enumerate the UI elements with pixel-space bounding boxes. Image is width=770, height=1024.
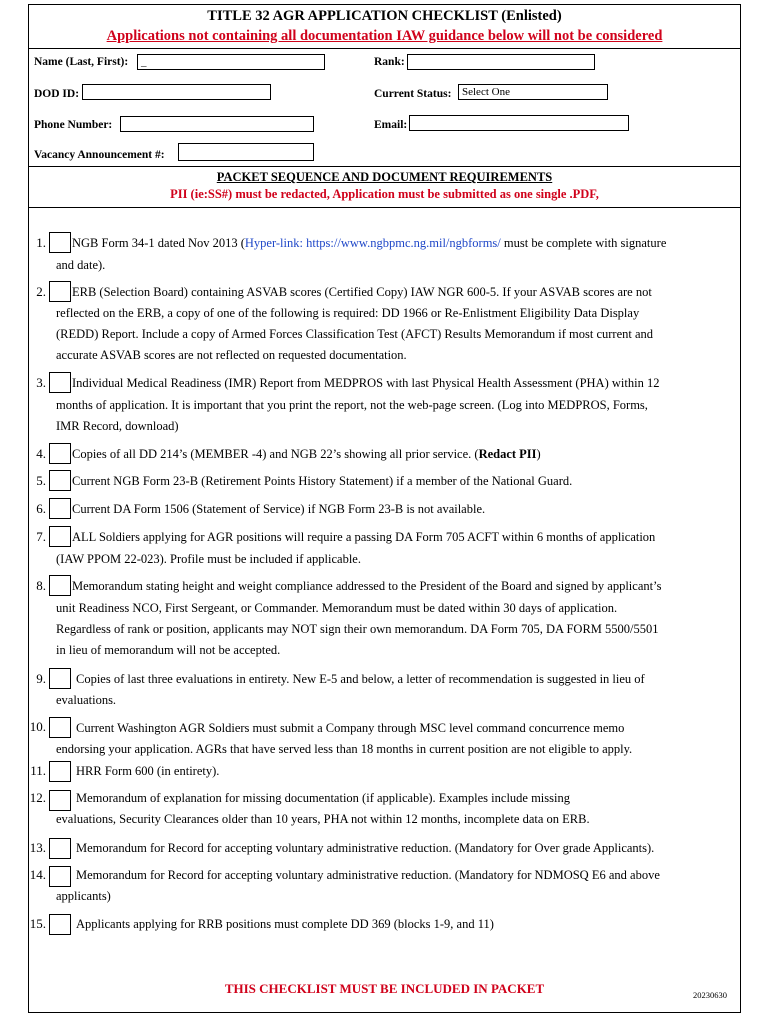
- page-title: TITLE 32 AGR APPLICATION CHECKLIST (Enlisted): [207, 8, 562, 24]
- item-text: Copies of all DD 214’s (MEMBER -4) and NGB 22’s showing all prior service. (Redact PII): [72, 447, 541, 461]
- dod-id-label: DOD ID:: [34, 88, 80, 100]
- item-text: Applicants applying for RRB positions must complete DD 369 (blocks 1-9, and 11): [76, 917, 494, 931]
- checkbox-8[interactable]: [49, 575, 71, 596]
- divider: [28, 207, 741, 208]
- item-text: reflected on the ERB, a copy of one of the following is required: DD 1966 or Re-Enlistment Eligibility Data Display: [56, 306, 640, 320]
- checkbox-4[interactable]: [49, 443, 71, 464]
- item-number: 13.: [29, 840, 46, 855]
- checkbox-10[interactable]: [49, 717, 71, 738]
- status-label: Current Status:: [374, 88, 452, 100]
- item-text: HRR Form 600 (in entirety).: [76, 764, 220, 778]
- item-number: 1.: [36, 235, 46, 250]
- item-number: 2.: [36, 284, 46, 299]
- footer-notice: THIS CHECKLIST MUST BE INCLUDED IN PACKET: [224, 981, 545, 996]
- form-version-code: 20230630: [693, 990, 727, 1000]
- item-text: IMR Record, download): [56, 419, 179, 433]
- vacancy-label: Vacancy Announcement #:: [34, 149, 165, 161]
- item-text: Current NGB Form 23-B (Retirement Points History Statement) if a member of the National Guard.: [72, 474, 573, 488]
- phone-label: Phone Number:: [34, 119, 113, 131]
- section-title: PACKET SEQUENCE AND DOCUMENT REQUIREMENTS: [216, 170, 553, 184]
- item-text: and date).: [56, 258, 106, 272]
- divider: [28, 48, 741, 49]
- dod-id-field[interactable]: [82, 84, 271, 100]
- email-field[interactable]: [409, 115, 629, 131]
- item-text: Memorandum of explanation for missing documentation (if applicable). Examples include missing: [76, 791, 570, 805]
- item-text: endorsing your application. AGRs that have served less than 18 months in current position are not eligible to apply.: [56, 742, 633, 756]
- checkbox-6[interactable]: [49, 498, 71, 519]
- item-text: (IAW PPOM 22-023). Profile must be included if applicable.: [56, 552, 361, 566]
- phone-field[interactable]: [120, 116, 314, 132]
- checkbox-12[interactable]: [49, 790, 71, 811]
- rank-field[interactable]: [407, 54, 595, 70]
- item-number: 15.: [29, 916, 46, 931]
- rank-label: Rank:: [374, 56, 405, 68]
- item-text: accurate ASVAB scores are not reflected on requested documentation.: [56, 348, 407, 362]
- item-text: Memorandum stating height and weight compliance addressed to the President of the Board and signed by applicant’s: [72, 579, 662, 593]
- checkbox-9[interactable]: [49, 668, 71, 689]
- item-number: 14.: [29, 867, 46, 882]
- item-text: Individual Medical Readiness (IMR) Report from MEDPROS with last Physical Health Assessment (PHA) within 12: [72, 376, 660, 390]
- status-select[interactable]: Select One: [458, 84, 608, 100]
- item-number: 3.: [36, 375, 46, 390]
- section-subtitle: PII (ie:SS#) must be redacted, Application must be submitted as one single .PDF,: [170, 187, 599, 201]
- name-label: Name (Last, First):: [34, 56, 129, 68]
- item-text: evaluations, Security Clearances older than 10 years, PHA not within 12 months, incomplete data on ERB.: [56, 812, 590, 826]
- item-text: in lieu of memorandum will not be accepted.: [56, 643, 281, 657]
- item-number: 9.: [36, 671, 46, 686]
- checkbox-15[interactable]: [49, 914, 71, 935]
- item-number: 10.: [29, 719, 46, 734]
- item-number: 6.: [36, 501, 46, 516]
- checkbox-7[interactable]: [49, 526, 71, 547]
- item-text: NGB Form 34-1 dated Nov 2013 (Hyper-link: https://www.ngbpmc.ng.mil/ngbforms/ must be complete with signature: [72, 236, 667, 250]
- item-text: Current Washington AGR Soldiers must submit a Company through MSC level command concurrence memo: [76, 721, 625, 735]
- item-number: 11.: [30, 763, 46, 778]
- checkbox-1[interactable]: [49, 232, 71, 253]
- checkbox-11[interactable]: [49, 761, 71, 782]
- divider: [28, 166, 741, 167]
- item-text: applicants): [56, 889, 111, 903]
- item-text: unit Readiness NCO, First Sergeant, or Commander. Memorandum must be dated within 30 days of application.: [56, 601, 618, 615]
- item-number: 12.: [29, 790, 46, 805]
- item-text: Memorandum for Record for accepting voluntary administrative reduction. (Mandatory for Over grade Applicants).: [76, 841, 655, 855]
- item-text: Copies of last three evaluations in entirety. New E-5 and below, a letter of recommendation is suggested in lieu of: [76, 672, 645, 686]
- item-text: evaluations.: [56, 693, 117, 707]
- ngb-forms-link[interactable]: Hyper-link: https://www.ngbpmc.ng.mil/ngbforms/: [244, 236, 501, 250]
- checkbox-5[interactable]: [49, 470, 71, 491]
- item-number: 7.: [36, 529, 46, 544]
- item-number: 5.: [36, 473, 46, 488]
- item-text: Current DA Form 1506 (Statement of Service) if NGB Form 23-B is not available.: [72, 502, 486, 516]
- checkbox-14[interactable]: [49, 866, 71, 887]
- item-text: months of application. It is important that you print the report, not the web-page screen. (Log into MEDPROS, Forms,: [56, 398, 648, 412]
- page-subtitle: Applications not containing all documentation IAW guidance below will not be considered: [106, 28, 663, 44]
- item-text: (REDD) Report. Include a copy of Armed Forces Classification Test (AFCT) Results Memorandum if most current and: [56, 327, 654, 341]
- checkbox-3[interactable]: [49, 372, 71, 393]
- item-text: ALL Soldiers applying for AGR positions will require a passing DA Form 705 ACFT within 6 months of application: [72, 530, 656, 544]
- checkbox-2[interactable]: [49, 281, 71, 302]
- item-number: 4.: [36, 446, 46, 461]
- checkbox-13[interactable]: [49, 838, 71, 859]
- vacancy-field[interactable]: [178, 143, 314, 161]
- item-text: Memorandum for Record for accepting voluntary administrative reduction. (Mandatory for NDMOSQ E6 and above: [76, 868, 660, 882]
- item-text: ERB (Selection Board) containing ASVAB scores (Certified Copy) IAW NGR 600-5. If your ASVAB scores are not: [72, 285, 652, 299]
- item-number: 8.: [36, 578, 46, 593]
- item-text: Regardless of rank or position, applicants may NOT sign their own memorandum. DA Form 705, DA FORM 5500/5501: [56, 622, 659, 636]
- name-field[interactable]: _: [137, 54, 325, 70]
- email-label: Email:: [374, 119, 408, 131]
